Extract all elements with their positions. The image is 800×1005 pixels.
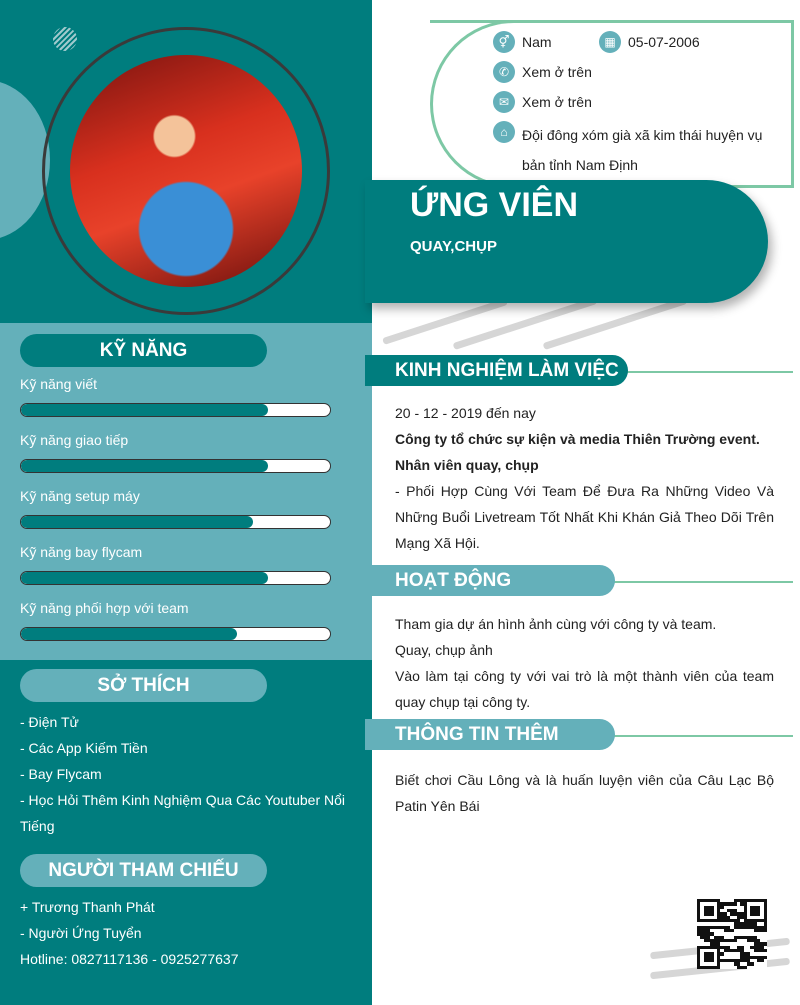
phone: Xem ở trên [522, 64, 592, 80]
reference-name: + Trương Thanh Phát [20, 899, 155, 915]
skill-bar-fill [21, 404, 268, 416]
skills-title: KỸ NĂNG [20, 334, 267, 367]
skill-bar-fill [21, 516, 253, 528]
skill-label: Kỹ năng giao tiếp [20, 432, 129, 448]
reference-hotline: Hotline: 0827117136 - 0925277637 [20, 951, 239, 967]
references-title: NGƯỜI THAM CHIẾU [20, 854, 267, 887]
skill-label: Kỹ năng viết [20, 376, 98, 392]
sidebar-top [0, 0, 372, 323]
skill-label: Kỹ năng bay flycam [20, 544, 143, 560]
home-icon: ⌂ [493, 121, 515, 143]
skill-bar [20, 459, 331, 473]
experience-title: KINH NGHIỆM LÀM VIỆC [365, 355, 628, 386]
activity-line: Tham gia dự án hình ảnh cùng với công ty và team. [395, 616, 717, 632]
skill-bar-fill [21, 572, 268, 584]
phone-icon: ✆ [493, 61, 515, 83]
skill-bar [20, 571, 331, 585]
skill-label: Kỹ năng setup máy [20, 488, 140, 504]
hobbies-title: SỞ THÍCH [20, 669, 267, 702]
activities-title: HOẠT ĐỘNG [365, 565, 615, 596]
extra-content: Biết chơi Cầu Lông và là huấn luyện viên của Câu Lạc Bộ Patin Yên Bái [395, 772, 774, 814]
candidate-position: QUAY,CHỤP [410, 238, 497, 255]
gender-icon: ⚥ [493, 31, 515, 53]
gender: Nam [522, 34, 552, 50]
activity-line: Vào làm tại công ty với vai trò là một thành viên của team quay chụp tại công ty. [395, 668, 774, 710]
skill-bar [20, 627, 331, 641]
email-icon: ✉ [493, 91, 515, 113]
experience-description: - Phối Hợp Cùng Với Team Để Đưa Ra Những Video Và Những Buổi Livetream Tốt Nhất Khi Khán Giả Theo Dõi Trên Mạng Xã Hội. [395, 483, 774, 551]
hobbies-list: - Điện Tử - Các App Kiếm Tiền - Bay Flycam - Học Hỏi Thêm Kinh Nghiệm Qua Các Youtuber Nổi Tiếng [20, 714, 346, 834]
decorative-dot [53, 27, 77, 51]
calendar-icon: ▦ [599, 31, 621, 53]
skill-label: Kỹ năng phối hợp với team [20, 600, 189, 616]
divider [600, 371, 793, 373]
qr-code [697, 899, 767, 969]
date-of-birth: 05-07-2006 [628, 34, 700, 50]
avatar-photo [70, 55, 302, 287]
experience-company: Công ty tổ chức sự kiện và media Thiên Trường event. [395, 431, 760, 447]
skill-bar [20, 403, 331, 417]
skill-bar-fill [21, 460, 268, 472]
references-list [20, 894, 350, 972]
reference-role: - Người Ứng Tuyển [20, 925, 142, 941]
experience-content [395, 400, 774, 556]
experience-job: Nhân viên quay, chụp [395, 457, 539, 473]
skill-bar [20, 515, 331, 529]
activity-line: Quay, chụp ảnh [395, 642, 493, 658]
activities-content [395, 611, 774, 715]
extra-title: THÔNG TIN THÊM [365, 719, 615, 750]
email: Xem ở trên [522, 94, 592, 110]
experience-period: 20 - 12 - 2019 đến nay [395, 405, 536, 421]
divider [600, 581, 793, 583]
skill-bar-fill [21, 628, 237, 640]
candidate-name: ỨNG VIÊN [410, 186, 579, 224]
divider [600, 735, 793, 737]
address: Đội đông xóm già xã kim thái huyện vụ bản tỉnh Nam Định [522, 127, 763, 173]
